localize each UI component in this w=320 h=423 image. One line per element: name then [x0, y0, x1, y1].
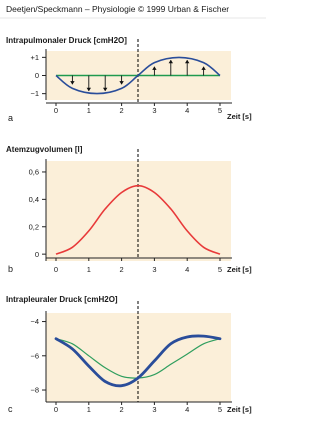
x-tick-label: 0 — [53, 405, 59, 414]
x-tick-label: 3 — [152, 405, 157, 414]
x-tick-label: 5 — [217, 106, 223, 115]
x-tick-label: 2 — [119, 405, 124, 414]
x-tick-label: 1 — [86, 405, 91, 414]
y-tick-label: 0,4 — [28, 194, 39, 204]
panel-tidal-volume — [6, 145, 252, 274]
y-tick-label: −6 — [30, 351, 39, 361]
y-tick-label: −8 — [30, 385, 39, 395]
x-tick-label: 4 — [185, 265, 190, 274]
x-tick-label: 4 — [185, 106, 190, 115]
panel-a-label: a — [8, 113, 14, 123]
panel-intrapleural-pressure — [6, 295, 252, 414]
x-tick-label: 3 — [152, 265, 157, 274]
panel-c-label: c — [8, 404, 13, 414]
panel-b-label: b — [8, 264, 14, 274]
panel-b-xlabel: Zeit [s] — [227, 265, 252, 274]
x-tick-label: 2 — [119, 106, 124, 115]
panel-c-title: Intrapleuraler Druck [cmH2O] — [6, 295, 118, 304]
panel-c-xlabel: Zeit [s] — [227, 405, 252, 414]
y-tick-label: 0,6 — [28, 167, 39, 177]
y-tick-label: −4 — [30, 317, 39, 327]
x-tick-label: 2 — [119, 265, 124, 274]
y-tick-label: −1 — [30, 89, 39, 99]
panel-a-xlabel: Zeit [s] — [227, 112, 252, 121]
y-tick-label: 0 — [34, 71, 39, 81]
x-tick-label: 0 — [53, 265, 59, 274]
panel-intrapulmonary-pressure — [6, 36, 252, 123]
panel-a-title: Intrapulmonaler Druck [cmH2O] — [6, 36, 127, 45]
y-tick-label: 0,2 — [28, 222, 39, 232]
x-tick-label: 5 — [217, 265, 223, 274]
y-tick-label: 0 — [34, 249, 39, 259]
credit-line: Deetjen/Speckmann – Physiologie © 1999 Urban & Fischer — [6, 4, 230, 14]
x-tick-label: 3 — [152, 106, 157, 115]
x-tick-label: 4 — [185, 405, 190, 414]
x-tick-label: 1 — [86, 265, 91, 274]
y-tick-label: +1 — [30, 52, 39, 62]
panel-b-title: Atemzugvolumen [l] — [6, 145, 83, 154]
x-tick-label: 0 — [53, 106, 59, 115]
x-tick-label: 5 — [217, 405, 223, 414]
x-tick-label: 1 — [86, 106, 91, 115]
